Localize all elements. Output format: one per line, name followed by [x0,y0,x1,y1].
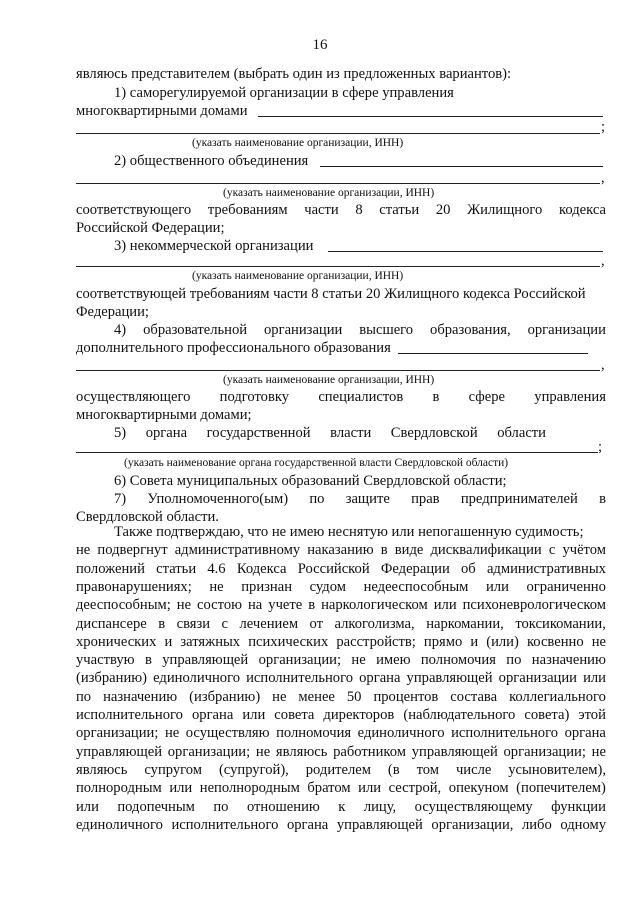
word: функции [551,798,606,815]
word: или [169,780,193,797]
word: супругом [144,761,203,778]
word: неполнородным [199,780,300,797]
word: управляющей [406,670,493,687]
word: не [176,597,192,614]
option-4-line [114,321,606,339]
word: статьи [156,560,197,577]
word: учётом [562,542,606,559]
word: с [548,542,556,559]
word: осуществляющего [76,389,191,405]
word: лицу, [363,798,397,815]
word: менее [298,688,335,705]
word: статьи [379,202,420,218]
word: организации [264,322,343,338]
word: числе [455,761,492,778]
word: организации [498,670,577,687]
word: и [470,633,479,650]
word: усыновителем), [508,761,606,778]
word: работником [333,743,407,760]
blank-line [76,183,600,184]
word: одному [560,816,606,833]
word: не [255,743,271,760]
word: в [599,491,606,507]
word: том [416,761,440,778]
word: наркологическом [321,597,428,614]
paragraph-line [76,615,606,633]
paragraph-line [76,578,606,596]
word: положений [76,560,145,577]
paragraph-line [76,724,606,742]
word: или [583,670,606,687]
word: к [338,798,346,815]
paragraph-line [76,596,606,614]
justified-line [76,201,606,219]
field-caption: (указать наименование организации, ИНН) [192,137,404,149]
word: назначению [103,688,178,705]
word: Российской [297,560,370,577]
intro-line: являюсь представителем (выбрать один из предложенных вариантов): [76,66,512,82]
word: образования, [430,322,511,338]
word: расстройств; [336,633,416,650]
word: (супругой), [218,761,289,778]
word: не [164,725,180,742]
word: осуществляю [185,725,270,742]
blank-line [398,353,588,354]
word: совета [274,707,315,723]
option-7-line [114,490,606,508]
word: 4) [114,322,127,338]
word: состава [450,688,498,705]
word: не [591,633,606,650]
punctuation: , [601,357,605,373]
word: единоличного [76,816,163,833]
word: правонарушениях; [76,578,192,595]
word: и [164,633,173,650]
word: наркомании, [426,615,504,632]
word: ограниченно [526,578,606,595]
word: директоров [323,707,395,723]
word: подопечным [117,798,195,815]
word: 50 [346,688,362,705]
word: 7) [114,491,127,507]
word: прямо [423,633,463,650]
word: или [486,578,509,595]
word: от [309,615,324,632]
word: органа [564,725,606,742]
justified-line [76,388,606,406]
word: связи [176,615,211,632]
word: в [308,597,316,614]
word: (избранию) [76,670,148,687]
word: органа [191,707,234,723]
option-3-line: 3) некоммерческой организации [114,238,314,254]
word: (избранию) [189,688,261,705]
paragraph-line [76,706,606,724]
word: об [460,560,476,577]
word: состою [197,597,243,614]
word: участвую [76,652,135,669]
word: полномочия [420,652,496,669]
word: учете [268,597,303,614]
word: либо [521,816,552,833]
word: не [209,578,224,595]
word: Кодекса [236,560,287,577]
word: лечением [239,615,299,632]
word: организации [527,322,606,338]
word: высшего [359,322,414,338]
word: управляющей [162,652,249,669]
text-line: Федерации; [76,304,149,320]
word: процентов [373,688,439,705]
word: сестрой, [388,780,442,797]
word: полномочия [276,725,352,742]
word: организации; [258,652,342,669]
word: назначению [531,652,606,669]
word: по [76,688,92,705]
word: управления [534,389,606,405]
page-number: 16 [312,37,328,53]
field-caption: (указать наименование органа государственной власти Свердловской области) [124,457,509,469]
word: предпринимателей [460,491,578,507]
word: в [380,542,388,559]
word: (в [387,761,400,778]
word: исполнительного [171,816,279,833]
word: недееспособным [363,578,469,595]
blank-line [320,166,603,167]
word: организации, [431,816,514,833]
paragraph-line [76,743,606,761]
punctuation: ; [601,119,606,135]
word: административных [486,560,606,577]
option-5-line [114,424,546,442]
word: части [304,202,339,218]
word: Федерации [380,560,450,577]
word: прав [411,491,440,507]
word: исполнительного [246,670,354,687]
word: Свердловской [390,425,478,441]
word: организации; [76,725,159,742]
word: (или) [486,633,519,650]
option-6-line: 6) Совета муниципальных образований Свердловской области; [114,473,507,489]
word: Жилищного [467,202,543,218]
word: кодекса [558,202,606,218]
word: (наблюдательного [403,707,516,723]
blank-line [76,266,600,267]
text-line: соответствующей требованиям части 8 статьи 20 Жилищного кодекса Российской [76,286,586,302]
paragraph-line [76,816,606,834]
word: или [76,798,99,815]
word: управляющей [336,816,423,833]
word: осуществляющему [414,798,533,815]
field-caption: (указать наименование организации, ИНН) [223,187,435,199]
word: государственной [206,425,311,441]
word: в [144,652,152,669]
word: дисквалификации [430,542,542,559]
blank-line [76,370,600,371]
word: алкоголизма, [334,615,415,632]
word: родителем [305,761,371,778]
word: 4.6 [207,560,226,577]
word: административному [174,542,301,559]
punctuation: ; [598,439,603,455]
word: не [272,688,287,705]
word: совета) [524,707,570,723]
word: сфере [468,389,506,405]
word: дееспособным; [76,597,171,614]
word: полнородным [76,780,162,797]
word: в [432,389,440,405]
word: единоличного [153,670,241,687]
punctuation: , [601,253,605,269]
word: по [309,491,325,507]
word: по [506,652,522,669]
word: психических [248,633,329,650]
word: отношению [246,798,320,815]
paragraph-line [76,651,606,669]
word: не [591,743,606,760]
word: токсикомании, [515,615,606,632]
word: Также подтверждаю, что не имею неснятую или непогашенную судимость; [114,524,584,540]
word: органа [145,425,188,441]
paragraph-line [76,669,606,687]
word: требованиям [207,202,288,218]
word: 8 [355,202,363,218]
blank-line [76,133,600,134]
word: с [221,615,229,632]
word: на [248,597,263,614]
text-line: многоквартирными домами; [76,407,252,423]
word: Уполномоченного(ым) [147,491,289,507]
word: признан [241,578,293,595]
word: наказанию [307,542,374,559]
word: исполнительного [451,725,559,742]
word: опекуном [448,780,509,797]
word: психоневрологическом [462,597,606,614]
word: 5) [114,425,127,441]
word: управляющей [76,743,163,760]
blank-line [258,116,603,117]
word: подготовку [219,389,290,405]
word: в [158,615,166,632]
paragraph-line [76,633,606,651]
word: образовательной [143,322,248,338]
blank-line [76,452,598,453]
punctuation: , [601,170,605,186]
word: организации; [167,743,251,760]
word: органа [286,816,329,833]
word: или [242,707,266,723]
paragraph-line [76,761,606,779]
word: не [351,652,366,669]
text-line: Свердловской области. [76,509,219,525]
word: этой [578,707,606,723]
word: косвенно [526,633,584,650]
paragraph-line [76,560,606,578]
word: защите [345,491,390,507]
option-2-line: 2) общественного объединения [114,153,309,169]
word: являюсь [76,761,128,778]
word: или [358,780,382,797]
paragraph-line [114,523,606,541]
paragraph-line [76,779,606,797]
word: по [213,798,229,815]
paragraph-line [76,798,606,816]
field-caption: (указать наименование организации, ИНН) [192,270,404,282]
word: хронических [76,633,157,650]
word: организации; [503,743,586,760]
word: подвергнут [97,542,168,559]
word: или [433,597,457,614]
word: затяжных [180,633,241,650]
word: органа [359,670,401,687]
word: диспансере [76,615,147,632]
word: исполнительного [76,707,183,723]
word: виде [394,542,424,559]
word: не [76,542,91,559]
paragraph-line [76,541,606,559]
word: управляющей [411,743,498,760]
option-1-continued: многоквартирными домами [76,103,248,119]
word: единоличного [357,725,445,742]
word: (попечителем) [516,780,606,797]
field-caption: (указать наименование организации, ИНН) [223,374,435,386]
word: судом [309,578,346,595]
word: являюсь [275,743,328,760]
word: коллегиального [509,688,606,705]
paragraph-line [76,688,606,706]
word: соответствующего [76,202,192,218]
word: области [497,425,546,441]
word: 20 [435,202,451,218]
text-line: Российской Федерации; [76,220,225,236]
option-1-line: 1) саморегулируемой организации в сфере управления [114,85,454,101]
word: специалистов [318,389,404,405]
word: власти [330,425,372,441]
word: имею [376,652,411,669]
word: братом [307,780,351,797]
blank-line [328,251,603,252]
text-line: дополнительного профессионального образования [76,340,391,356]
